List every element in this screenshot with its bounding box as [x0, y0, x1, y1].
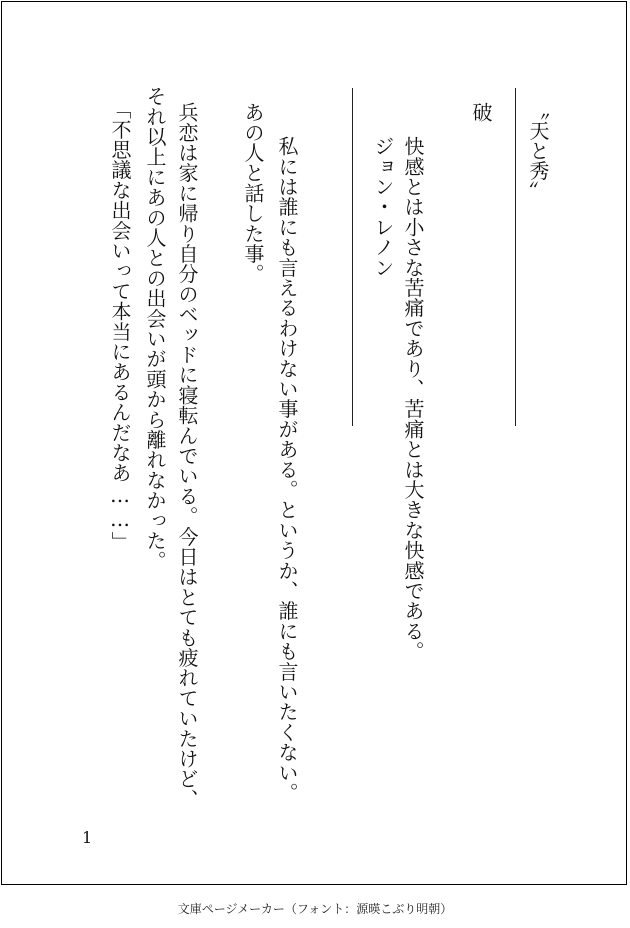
body-line-4: それ以上にあの人との出会いが頭から離れなかった。	[143, 86, 167, 571]
decorative-rule-bottom	[352, 88, 353, 426]
body-line-2: あの人と話した事。	[241, 102, 265, 284]
section-mark: 破	[469, 102, 493, 123]
story-title: 〝天と秀〟	[526, 100, 550, 201]
page-frame	[1, 1, 627, 885]
body-line-3: 兵恋は家に帰り自分のベッドに寝転んでいる。今日はとても疲れていたけど、	[175, 102, 199, 809]
footer-credit: 文庫ページメーカー（フォント：源暎こぶり明朝）	[177, 902, 453, 916]
epigraph-author: ジョン・レノン	[371, 136, 395, 278]
decorative-rule-top	[515, 88, 516, 426]
body-line-1: 私には誰にも言えるわけない事がある。というか、誰にも言いたくない。	[275, 136, 299, 803]
page-number: 1	[82, 828, 93, 847]
epigraph-quote: 快感とは小さな苦痛であり、苦痛とは大きな快感である。	[401, 136, 425, 662]
body-line-5: 「不思議な出会いって本当にあるんだなあ……」	[108, 99, 132, 552]
